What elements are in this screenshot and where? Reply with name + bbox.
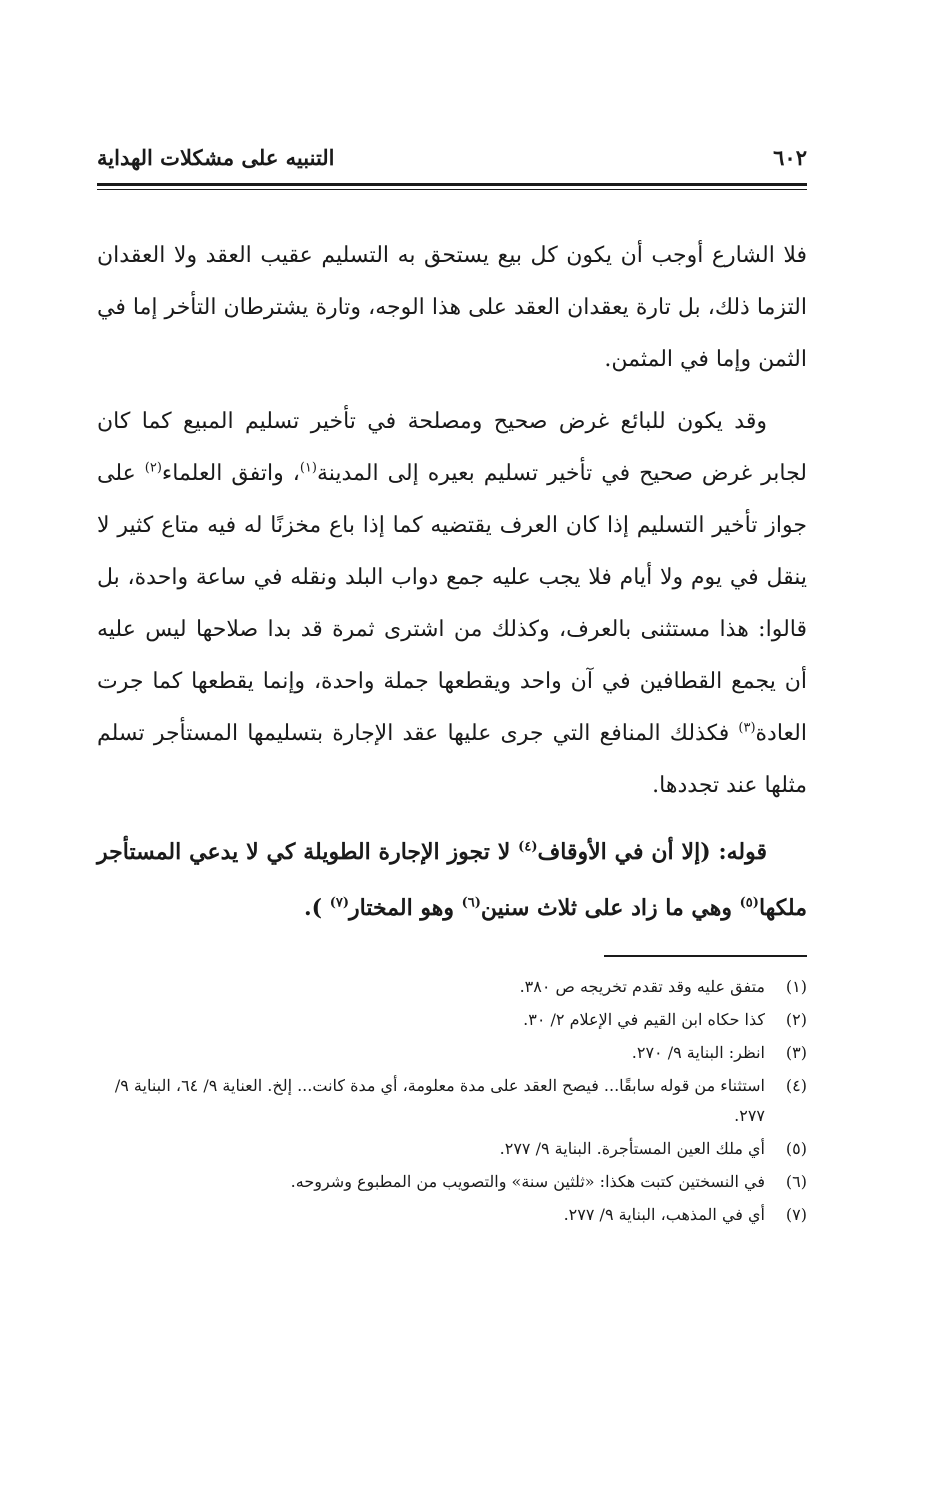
paragraph-1: فلا الشارع أوجب أن يكون كل بيع يستحق به التسليم عقيب العقد ولا العقدان التزما ذلك، بل تارة يعقدان العقد على هذا الوجه، وتارة يشترطان التأخر إما في الثمن وإما في المثمن. — [97, 243, 807, 372]
footnote-text: كذا حكاه ابن القيم في الإعلام ٢/ ٣٠. — [523, 1010, 765, 1029]
page-header — [97, 138, 807, 178]
footnote-number: (٦) — [785, 1172, 807, 1191]
footnotes-list — [97, 972, 807, 1233]
footnote-number: (٣) — [785, 1043, 807, 1062]
footnote-number: (١) — [785, 977, 807, 996]
footnote-number: (٧) — [785, 1205, 807, 1224]
book-page — [97, 0, 807, 1489]
footnote-text: أي في المذهب، البناية ٩/ ٢٧٧. — [563, 1205, 765, 1224]
footnote-item — [97, 1200, 807, 1230]
footnote-number: (٥) — [785, 1139, 807, 1158]
footnote-ref-2: (٢) — [144, 460, 162, 476]
footnote-ref-3: (٣) — [738, 720, 756, 736]
footnote-item — [97, 1005, 807, 1035]
footnote-text: متفق عليه وقد تقدم تخريجه ص ٣٨٠. — [519, 977, 765, 996]
paragraph-2-part-4: فكذلك المنافع التي جرى عليها عقد الإجارة بتسليمها المستأجر تسلم مثلها عند تجددها. — [97, 721, 807, 798]
footnote-item — [97, 1071, 807, 1131]
footnote-item — [97, 1167, 807, 1197]
footnote-item — [97, 972, 807, 1002]
paragraph-2 — [97, 396, 807, 812]
footnote-ref-1: (١) — [299, 460, 317, 476]
header-rule-thin — [97, 189, 807, 190]
footnote-text: في النسختين كتبت هكذا: «ثلثين سنة» والتصويب من المطبوع وشروحه. — [290, 1172, 765, 1191]
footnote-text: استثناء من قوله سابقًا... فيصح العقد على مدة معلومة، أي مدة كانت... إلخ. العناية ٩/ ٦٤، البناية ٩/ ٢٧٧. — [114, 1076, 765, 1125]
footnote-ref-5: (٥) — [739, 895, 759, 911]
running-title: التنبيه على مشكلات الهداية — [97, 145, 335, 170]
paragraph-3-part-1: قوله: (إلا أن في الأوقاف — [537, 839, 767, 865]
footnote-number: (٢) — [785, 1010, 807, 1029]
paragraph-3-part-5: ). — [303, 895, 330, 921]
main-text — [97, 230, 807, 936]
paragraph-3-quote — [97, 824, 807, 936]
footnote-separator — [604, 955, 807, 957]
page-number: ٦٠٢ — [773, 145, 807, 170]
footnote-text: أي ملك العين المستأجرة. البناية ٩/ ٢٧٧. — [499, 1139, 765, 1158]
footnote-number: (٤) — [785, 1076, 807, 1095]
footnote-ref-4: (٤) — [518, 839, 538, 855]
footnote-item — [97, 1134, 807, 1164]
footnote-item — [97, 1038, 807, 1068]
paragraph-2-part-1: وقد يكون للبائع غرض صحيح ومصلحة في تأخير تسليم المبيع كما كان لجابر غرض صحيح في تأخير تسليم بعيره إلى المدينة — [97, 409, 807, 486]
paragraph-2-part-3: على جواز تأخير التسليم إذا كان العرف يقتضيه كما إذا باع مخزنًا له فيه متاع كثير لا ينقل في يوم ولا أيام فلا يجب عليه جمع دواب البلد ونقله في ساعة واحدة، بل قالوا: هذا مستثنى بالعرف، وكذلك من اشترى ثمرة قد بدا صلاحها ليس عليه أن يجمع القطافين في آن واحد ويقطعها جملة واحدة، وإنما يقطعها كما جرت العادة — [97, 461, 807, 746]
header-rule-thick — [97, 183, 807, 186]
footnote-ref-7: (٧) — [329, 895, 349, 911]
footnote-text: انظر: البناية ٩/ ٢٧٠. — [631, 1043, 765, 1062]
paragraph-3-part-4: وهو المختار — [349, 895, 462, 921]
paragraph-3-part-3: وهي ما زاد على ثلاث سنين — [480, 895, 740, 921]
paragraph-3-part-2: لا تجوز الإجارة الطويلة كي لا يدعي المستأجر ملكها — [97, 839, 807, 921]
paragraph-2-part-2: ، واتفق العلماء — [161, 461, 300, 486]
footnote-ref-6: (٦) — [461, 895, 481, 911]
